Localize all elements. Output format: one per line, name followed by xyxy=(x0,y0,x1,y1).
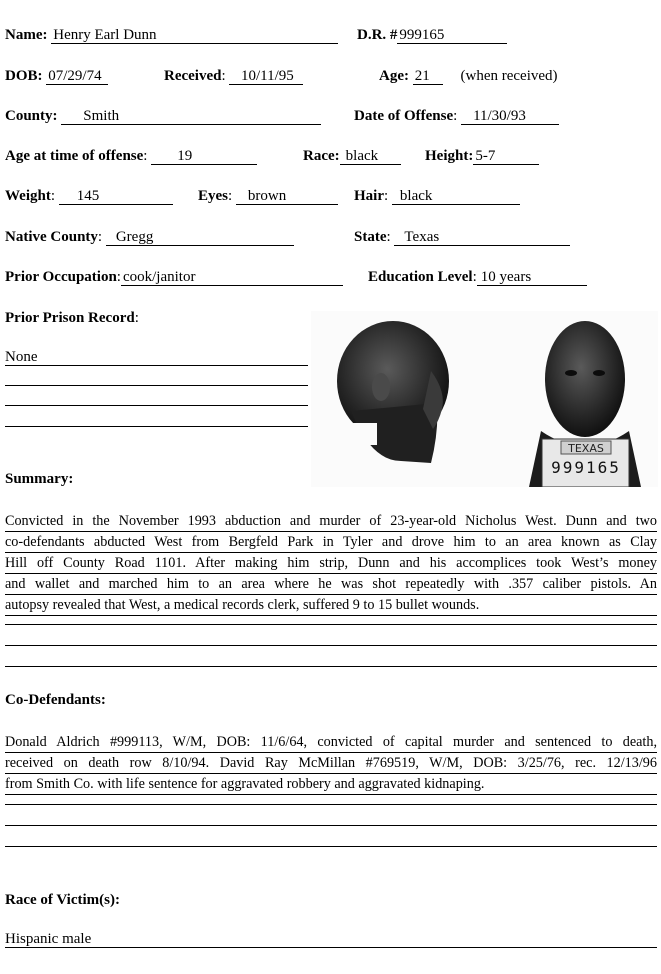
native-county-label: Native County xyxy=(5,229,98,245)
dob-field: 07/29/74 xyxy=(46,69,108,85)
profile-portrait xyxy=(337,321,449,463)
record-line xyxy=(5,385,308,386)
county-row: County: Smith xyxy=(5,108,321,125)
name-label: Name xyxy=(5,27,43,43)
codefendants-blank-line xyxy=(5,846,657,847)
received-row: Received: 10/11/95 xyxy=(164,68,303,85)
prior-record-row: Prior Prison Record: xyxy=(5,310,139,326)
summary-blank-line xyxy=(5,666,657,667)
summary-paragraph xyxy=(5,511,657,616)
hair-field: black xyxy=(392,189,520,205)
prior-occupation-field: cook/janitor xyxy=(121,270,343,286)
education-field: 10 years xyxy=(477,270,587,286)
summary-blank-line xyxy=(5,624,657,625)
height-label: Height xyxy=(425,148,469,164)
prior-occupation-label: Prior Occupation xyxy=(5,269,117,285)
height-row: Height: 5-7 xyxy=(425,148,539,165)
hair-row: Hair: black xyxy=(354,188,520,205)
name-field: Henry Earl Dunn xyxy=(51,28,338,44)
native-county-row: Native County: Gregg xyxy=(5,229,294,246)
weight-label: Weight xyxy=(5,188,51,204)
name-row: Name: Henry Earl Dunn xyxy=(5,27,338,44)
record-line xyxy=(5,405,308,406)
age-offense-field: 19 xyxy=(151,149,257,165)
prior-record-label: Prior Prison Record xyxy=(5,310,135,326)
placard-number: 999165 xyxy=(551,458,621,477)
record-line xyxy=(5,426,308,427)
native-county-field: Gregg xyxy=(106,230,294,246)
eyes-row: Eyes: brown xyxy=(198,188,338,205)
state-field: Texas xyxy=(394,230,570,246)
summary-blank-line xyxy=(5,645,657,646)
summary-line: Hill off County Road 1101. After making him strip, Dunn and his accomplices took West’s money xyxy=(5,553,657,574)
education-row: Education Level: 10 years xyxy=(368,269,587,286)
codefendants-line: from Smith Co. with life sentence for aggravated robbery and aggravated kidnaping. xyxy=(5,774,657,795)
dr-field: 999165 xyxy=(397,28,507,44)
date-offense-field: 11/30/93 xyxy=(461,109,559,125)
placard-state: TEXAS xyxy=(568,442,604,455)
date-offense-row: Date of Offense: 11/30/93 xyxy=(354,108,559,125)
summary-line: co-defendants abducted West from Bergfeld Park in Tyler and drove him to an area known as Clay xyxy=(5,532,657,553)
age-row: Age: 21 (when received) xyxy=(379,68,558,84)
hair-label: Hair xyxy=(354,188,384,204)
dr-row xyxy=(357,27,507,44)
mugshot-photo xyxy=(311,311,658,487)
age-field: 21 xyxy=(413,69,443,85)
received-label: Received xyxy=(164,68,222,84)
mugshot-image xyxy=(311,311,658,487)
summary-heading: Summary: xyxy=(5,471,74,487)
height-field: 5-7 xyxy=(473,149,539,165)
race-field: black xyxy=(340,149,401,165)
summary-line: Convicted in the November 1993 abduction and murder of 23-year-old Nicholus West. Dunn and two xyxy=(5,511,657,532)
prior-record-value: None xyxy=(5,350,308,366)
weight-field: 145 xyxy=(59,189,173,205)
victim-value: Hispanic male xyxy=(5,932,657,948)
state-label: State xyxy=(354,229,387,245)
age-note: (when received) xyxy=(460,68,558,84)
age-offense-label: Age at time of offense xyxy=(5,148,144,164)
summary-line: autopsy revealed that West, a medical records clerk, suffered 9 to 15 bullet wounds. xyxy=(5,595,657,616)
race-row: Race: black xyxy=(303,148,401,165)
summary-line: and wallet and marched him to an area where he was shot repeatedly with .357 caliber pistols. An xyxy=(5,574,657,595)
state-row: State: Texas xyxy=(354,229,570,246)
eyes-field: brown xyxy=(236,189,338,205)
prior-occupation-row: Prior Occupation: cook/janitor xyxy=(5,269,343,286)
county-field: Smith xyxy=(61,109,321,125)
county-label: County xyxy=(5,108,53,124)
victim-value-row xyxy=(5,932,657,948)
weight-row: Weight: 145 xyxy=(5,188,173,205)
codefendants-heading: Co-Defendants: xyxy=(5,692,106,708)
codefendants-paragraph xyxy=(5,732,657,795)
codefendants-blank-line xyxy=(5,804,657,805)
dob-row: DOB: 07/29/74 xyxy=(5,68,108,85)
date-offense-label: Date of Offense xyxy=(354,108,454,124)
education-label: Education Level xyxy=(368,269,473,285)
age-label: Age xyxy=(379,68,404,84)
race-label: Race xyxy=(303,148,335,164)
eyes-label: Eyes xyxy=(198,188,228,204)
codefendants-line: Donald Aldrich #999113, W/M, DOB: 11/6/64, convicted of capital murder and sentenced to death, xyxy=(5,732,657,753)
id-placard xyxy=(542,439,629,487)
codefendants-blank-line xyxy=(5,825,657,826)
dob-label: DOB xyxy=(5,68,38,84)
received-field: 10/11/95 xyxy=(229,69,303,85)
codefendants-line: received on death row 8/10/94. David Ray McMillan #769519, W/M, DOB: 3/25/76, rec. 12/13/96 xyxy=(5,753,657,774)
dr-label: D.R. # xyxy=(357,27,398,43)
age-offense-row: Age at time of offense: 19 xyxy=(5,148,257,165)
victim-heading: Race of Victim(s): xyxy=(5,892,120,908)
